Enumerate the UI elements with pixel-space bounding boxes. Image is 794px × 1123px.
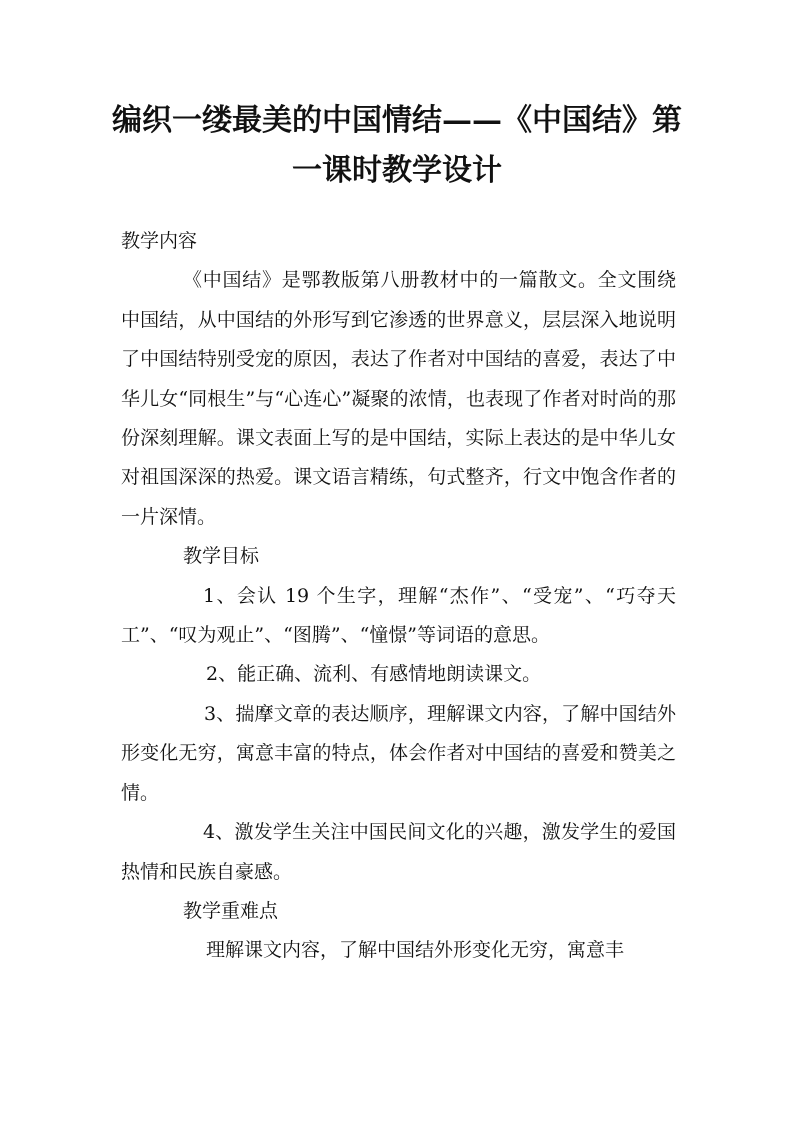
difficulty-paragraph: 理解课文内容，了解中国结外形变化无穷，寓意丰 bbox=[206, 939, 625, 962]
goal-item-1: 1、会认 19 个生字，理解“杰作”、“受宠”、“巧夺天工”、“叹为观止”、“图腾”、“憧憬”等词语的意思。 bbox=[121, 584, 676, 647]
document-title bbox=[110, 96, 684, 196]
section-heading-content: 教学内容 bbox=[121, 230, 198, 252]
goal-item-2: 2、能正确、流利、有感情地朗读课文。 bbox=[206, 663, 542, 686]
section-heading-goals: 教学目标 bbox=[183, 545, 260, 568]
goal-item-3: 3、揣摩文章的表达顺序，理解课文内容，了解中国结外形变化无穷，寓意丰富的特点，体会作者对中国结的喜爱和赞美之情。 bbox=[121, 702, 676, 804]
section-heading-difficulty: 教学重难点 bbox=[183, 899, 279, 922]
document-body bbox=[121, 222, 676, 971]
content-paragraph: 《中国结》是鄂教版第八册教材中的一篇散文。全文围绕中国结，从中国结的外形写到它渗透的世界意义，层层深入地说明了中国结特别受宠的原因，表达了作者对中国结的喜爱，表达了中华儿女“同根生”与“心连心”凝聚的浓情，也表现了作者对时尚的那份深刻理解。课文表面上写的是中国结，实际上表达的是中华儿女对祖国深深的热爱。课文语言精练，句式整齐，行文中饱含作者的一片深情。 bbox=[121, 269, 676, 528]
title-line-2: 一课时教学设计 bbox=[292, 153, 502, 188]
title-line-1: 编织一缕最美的中国情结——《中国结》第 bbox=[112, 103, 682, 138]
goal-item-4: 4、激发学生关注中国民间文化的兴趣，激发学生的爱国热情和民族自豪感。 bbox=[121, 821, 676, 883]
